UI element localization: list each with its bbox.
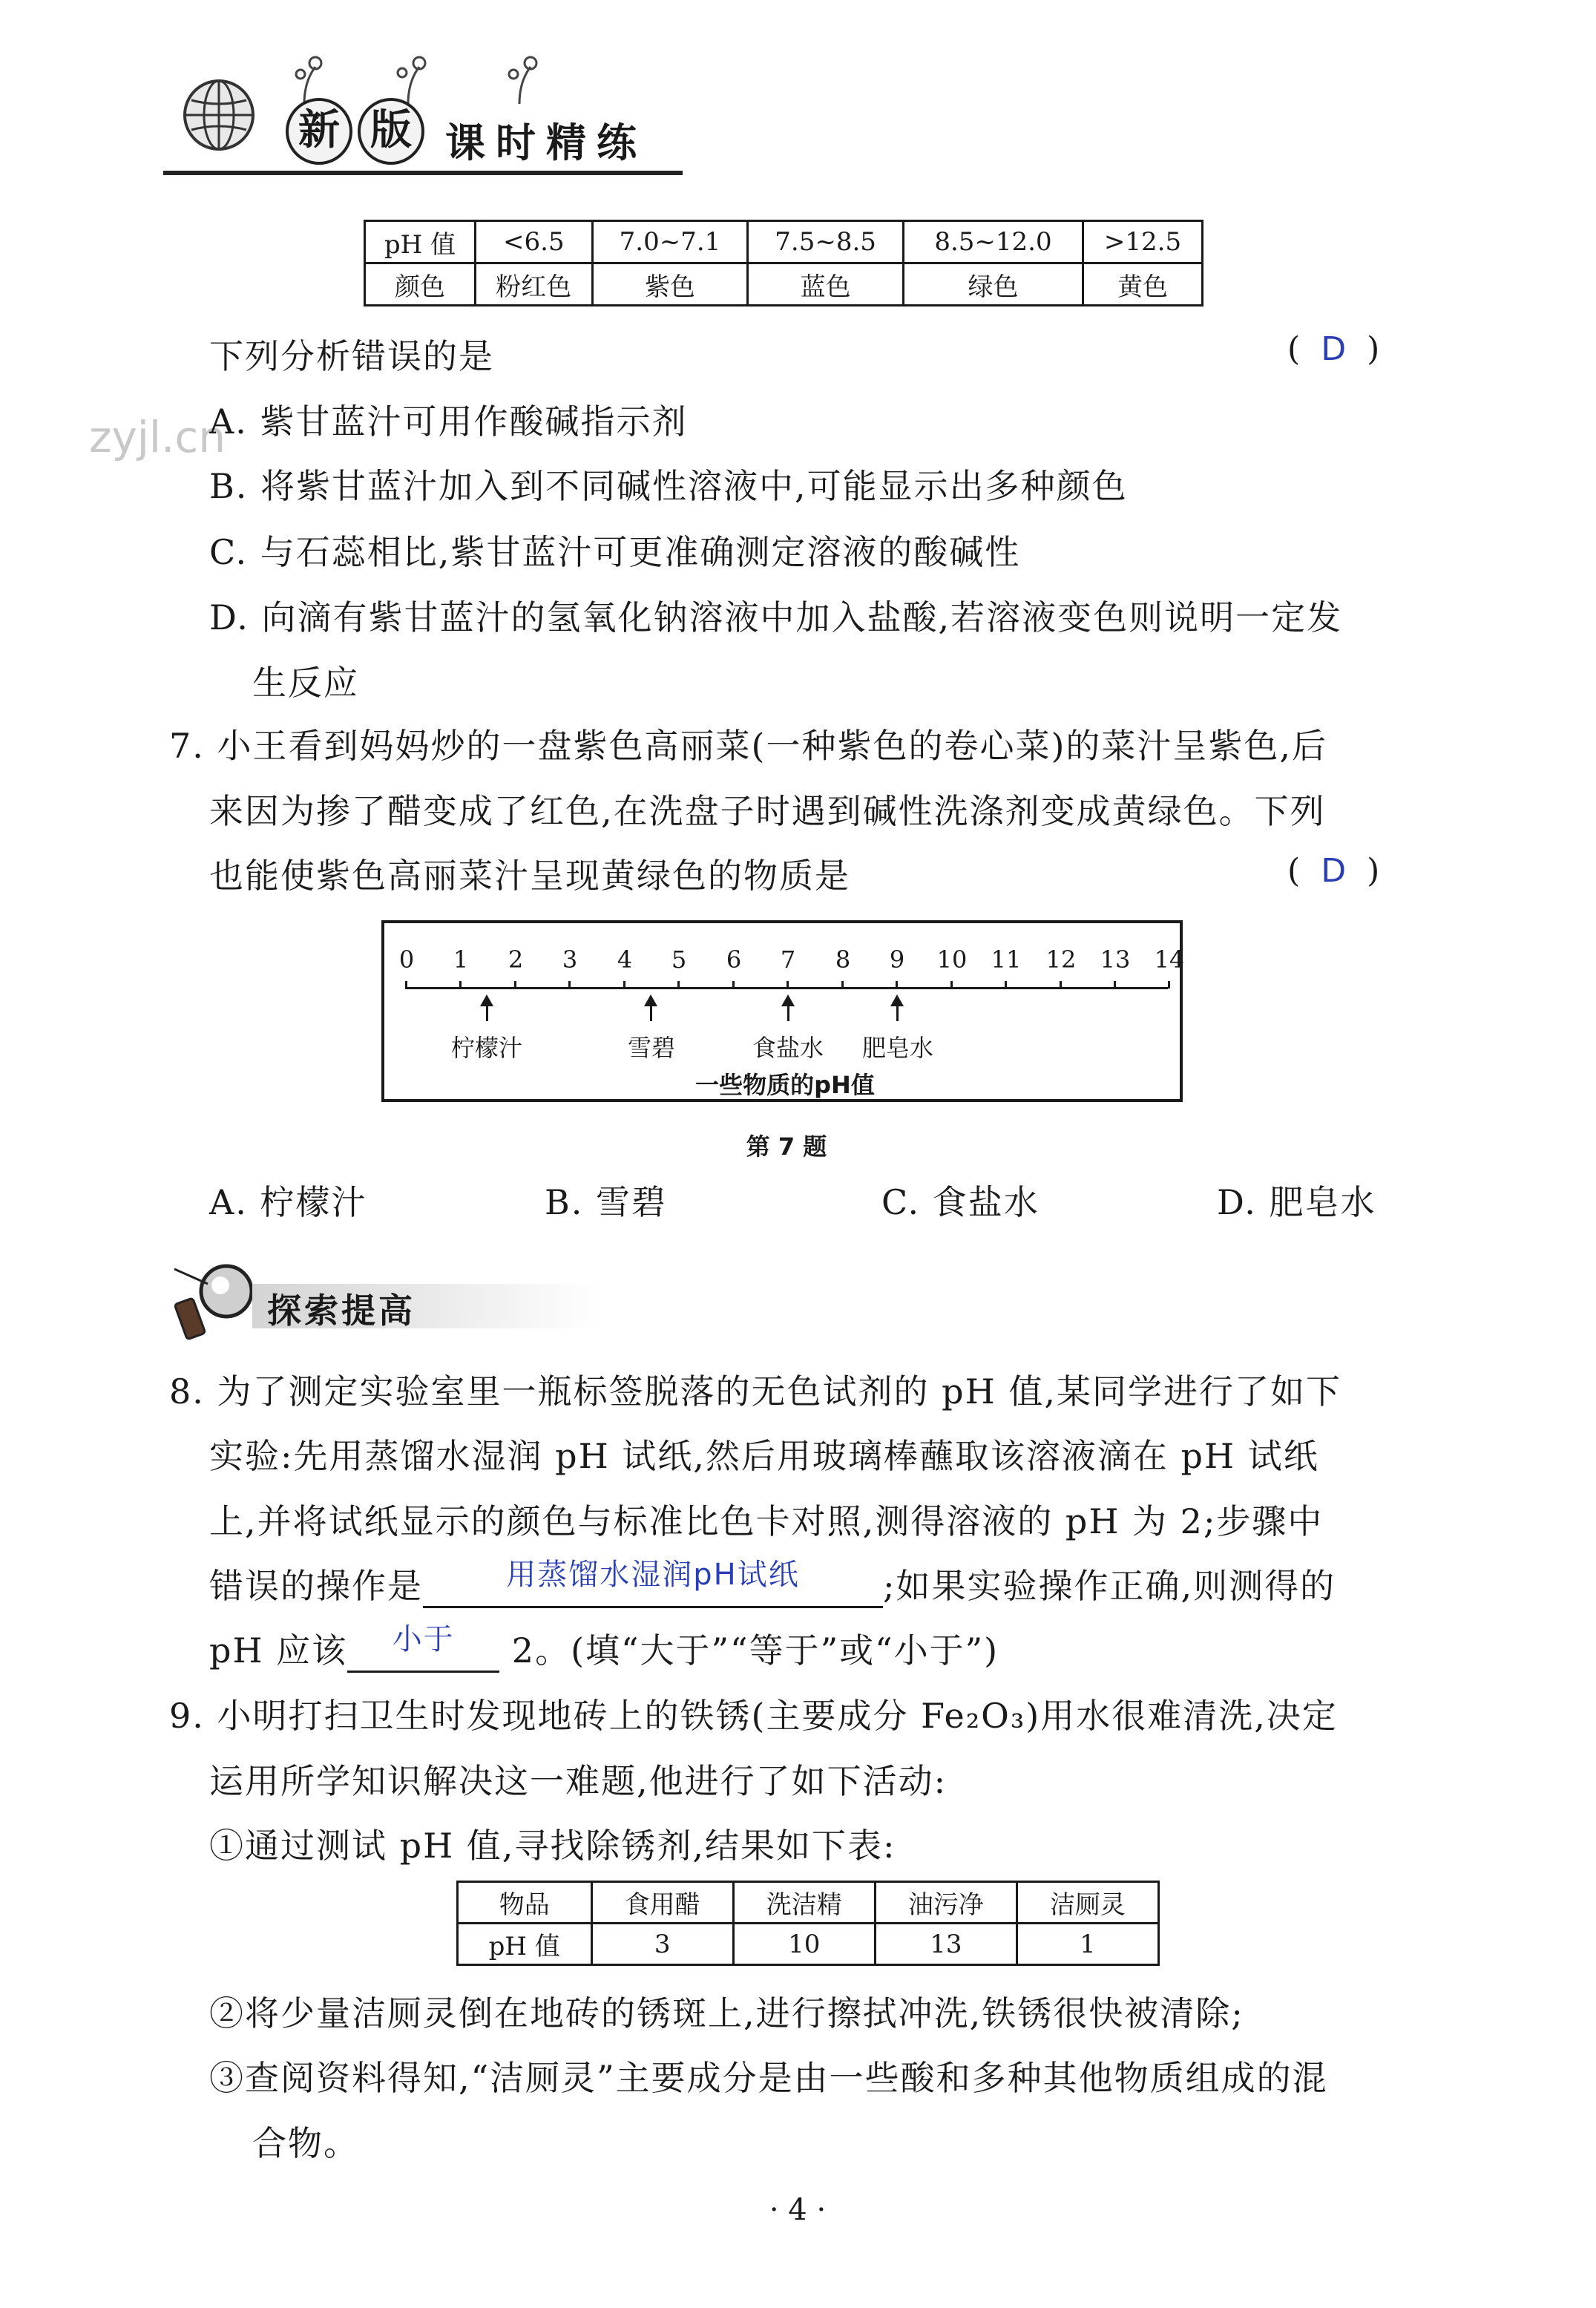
ph-marker-label: 肥皂水	[861, 1034, 933, 1062]
brand-badge-1: 新	[286, 98, 352, 165]
brand-badge-2: 版	[358, 98, 424, 165]
q6-answer-bracket: ( D )	[1287, 330, 1380, 368]
table-cell: 13	[875, 1924, 1017, 1965]
ph-marker-stem	[650, 1005, 652, 1021]
ph-marker-label: 柠檬汁	[450, 1034, 522, 1062]
ph-tick-7	[786, 981, 789, 989]
q8-line-2: 实验:先用蒸馏水湿润 pH 试纸,然后用玻璃棒蘸取该溶液滴在 pH 试纸	[209, 1436, 1319, 1476]
q8-line-5-prefix: pH 应该	[209, 1630, 348, 1671]
q8-line-1: 8. 为了测定实验室里一瓶标签脱落的无色试剂的 pH 值,某同学进行了如下	[169, 1371, 1342, 1412]
table-cell: 油污净	[875, 1882, 1017, 1924]
q9-step-3: ③查阅资料得知,“洁厕灵”主要成分是由一些酸和多种其他物质组成的混	[209, 2058, 1328, 2098]
ph-tick-11	[1005, 981, 1007, 989]
ph-tick-label: 14	[1154, 945, 1185, 974]
ph-tick-0	[405, 981, 407, 989]
header	[163, 52, 683, 178]
q6-option-b: B. 将紫甘蓝汁加入到不同碱性溶液中,可能显示出多种颜色	[209, 466, 1128, 506]
ph-tick-3	[568, 981, 571, 989]
ph-tick-label: 13	[1100, 945, 1131, 974]
table-cell: pH 值	[458, 1924, 592, 1965]
q8-blank-1[interactable]	[423, 1558, 883, 1608]
table-cell: 蓝色	[748, 263, 904, 306]
q7-answer: D	[1321, 852, 1347, 890]
q6-answer: D	[1321, 330, 1347, 368]
q9-step-2: ②将少量洁厕灵倒在地砖的锈斑上,进行擦拭冲洗,铁锈很快被清除;	[209, 1993, 1244, 2033]
q9-line-1: 9. 小明打扫卫生时发现地砖上的铁锈(主要成分 Fe₂O₃)用水很难清洗,决定	[169, 1696, 1338, 1736]
q7-option-d: D. 肥皂水	[1217, 1182, 1376, 1222]
table-cell: <6.5	[475, 221, 592, 263]
q7-option-c: C. 食盐水	[881, 1182, 1040, 1222]
ph-tick-label: 6	[726, 945, 742, 974]
table-cell: 7.0~7.1	[592, 221, 748, 263]
ph-tick-label: 0	[398, 945, 415, 974]
ph-marker-label: 雪碧	[627, 1034, 675, 1062]
table-cell: 10	[733, 1924, 875, 1965]
q6-option-d-cont: 生反应	[252, 663, 359, 703]
q7-line-3: 也能使紫色高丽菜汁呈现黄绿色的物质是	[209, 856, 850, 896]
q7-option-a: A. 柠檬汁	[209, 1182, 367, 1222]
table-cell: 1	[1017, 1924, 1158, 1965]
ph-tick-label: 10	[936, 945, 968, 974]
q6-option-d: D. 向滴有紫甘蓝汁的氢氧化钠溶液中加入盐酸,若溶液变色则说明一定发	[209, 597, 1343, 637]
ph-marker-stem	[486, 1005, 488, 1021]
table-cell: 物品	[458, 1882, 592, 1924]
table-cell: 粉红色	[475, 263, 592, 306]
section-title: 探索提高	[267, 1291, 416, 1331]
q8-blank-2[interactable]	[347, 1622, 499, 1673]
table-cell: 食用醋	[591, 1882, 733, 1924]
ph-tick-13	[1114, 981, 1116, 989]
color-table	[364, 220, 1203, 306]
table-cell: 颜色	[365, 263, 476, 306]
ph-tick-8	[841, 981, 844, 989]
q8-line-5	[209, 1622, 999, 1673]
ph-tick-14	[1168, 981, 1170, 989]
ph-tick-label: 4	[617, 945, 633, 974]
q8-line-4	[209, 1558, 1336, 1608]
ph-tick-label: 1	[453, 945, 469, 974]
ph-tick-label: 8	[835, 945, 851, 974]
ph-marker-stem	[787, 1005, 789, 1021]
ph-tick-2	[514, 981, 516, 989]
q8-line-4-prefix: 错误的操作是	[209, 1566, 423, 1606]
ph-tick-label: 11	[991, 945, 1022, 974]
table-cell: 洁厕灵	[1017, 1882, 1158, 1924]
section-header	[167, 1254, 731, 1343]
ph-tick-5	[677, 981, 680, 989]
q6-option-c: C. 与石蕊相比,紫甘蓝汁可更准确测定溶液的酸碱性	[209, 532, 1021, 572]
q7-line-1: 7. 小王看到妈妈炒的一盘紫色高丽菜(一种紫色的卷心菜)的菜汁呈紫色,后	[169, 726, 1328, 766]
ph-tick-10	[950, 981, 953, 989]
ph-figure-caption: 一些物质的pH值	[695, 1071, 875, 1099]
header-title: 课时精练	[445, 119, 647, 166]
q9-line-2: 运用所学知识解决这一难题,他进行了如下活动:	[209, 1761, 948, 1801]
q8-line-4-suffix: ;如果实验操作正确,则测得的	[883, 1566, 1336, 1606]
q7-line-2: 来因为掺了醋变成了红色,在洗盘子时遇到碱性洗涤剂变成黄绿色。下列	[209, 791, 1326, 831]
table-cell: 洗洁精	[733, 1882, 875, 1924]
q9-step-3-cont: 合物。	[252, 2123, 359, 2163]
ph-tick-label: 12	[1045, 945, 1077, 974]
ph-value-table	[456, 1881, 1160, 1966]
table-cell: >12.5	[1083, 221, 1203, 263]
ph-tick-4	[623, 981, 625, 989]
ph-tick-label: 5	[671, 945, 687, 974]
ph-tick-label: 9	[889, 945, 905, 974]
ph-marker-label: 食盐水	[752, 1034, 824, 1062]
table-cell: 黄色	[1083, 263, 1203, 306]
ph-tick-label: 7	[780, 945, 796, 974]
ph-tick-12	[1060, 981, 1062, 989]
table-cell: 8.5~12.0	[903, 221, 1083, 263]
ph-tick-9	[896, 981, 898, 989]
table-cell: 紫色	[592, 263, 748, 306]
header-underline	[163, 171, 683, 175]
figure-label: 第 7 题	[746, 1132, 827, 1161]
ph-tick-label: 3	[562, 945, 578, 974]
q6-option-a: A. 紫甘蓝汁可用作酸碱指示剂	[209, 401, 688, 442]
ph-scale-figure	[381, 920, 1183, 1102]
q6-stem: 下列分析错误的是	[209, 336, 494, 376]
table-cell: pH 值	[365, 221, 476, 263]
q7-option-b: B. 雪碧	[545, 1182, 668, 1222]
page-number: · 4 ·	[769, 2193, 827, 2227]
table-cell: 3	[591, 1924, 733, 1965]
ph-tick-6	[732, 981, 735, 989]
q7-answer-bracket: ( D )	[1287, 852, 1380, 890]
q8-blank-2-answer: 小于	[392, 1622, 455, 1656]
table-cell: 绿色	[903, 263, 1083, 306]
q8-line-5-suffix: 2。(填“大于”“等于”或“小于”)	[499, 1630, 999, 1671]
ph-tick-label: 2	[508, 945, 524, 974]
q8-line-3: 上,并将试纸显示的颜色与标准比色卡对照,测得溶液的 pH 为 2;步骤中	[209, 1501, 1324, 1541]
watermark: zyjl.cn	[89, 412, 226, 462]
globe-icon	[178, 74, 260, 156]
ph-tick-1	[459, 981, 462, 989]
ph-marker-stem	[896, 1005, 899, 1021]
q8-blank-1-answer: 用蒸馏水湿润pH试纸	[506, 1558, 800, 1592]
table-cell: 7.5~8.5	[748, 221, 904, 263]
q9-line-3: ①通过测试 pH 值,寻找除锈剂,结果如下表:	[209, 1826, 896, 1866]
